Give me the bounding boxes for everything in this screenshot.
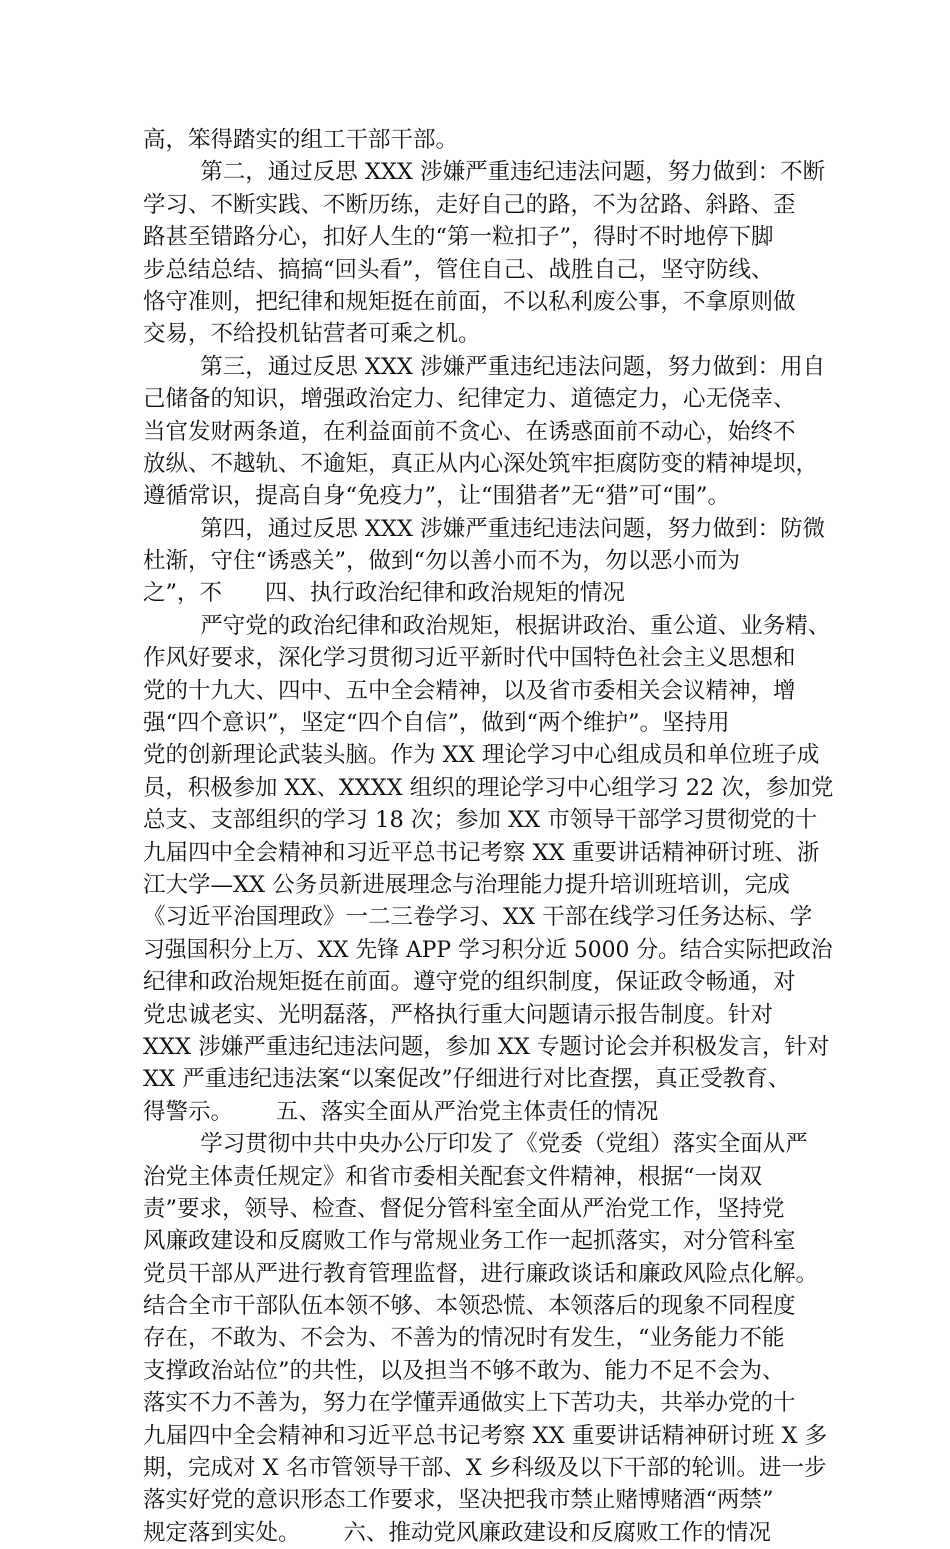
text-line: 第二，通过反思 XXX 涉嫌严重违纪违法问题，努力做到：不断 bbox=[143, 159, 826, 186]
text-line: XXX 涉嫌严重违纪违法问题，参加 XX 专题讨论会并积极发言，针对 bbox=[143, 1033, 830, 1060]
text-line: 步总结总结、搞搞“回头看”，管住自己、战胜自己，坚守防线、 bbox=[143, 256, 774, 283]
text-line: 九届四中全会精神和习近平总书记考察 XX 重要讲话精神研讨班、浙 bbox=[143, 839, 820, 866]
text-line: 得警示。 五、落实全面从严治党主体责任的情况 bbox=[143, 1098, 659, 1125]
text-line: 党忠诚老实、光明磊落，严格执行重大问题请示报告制度。针对 bbox=[143, 1001, 774, 1028]
text-line: 杜渐，守住“诱惑关”，做到“勿以善小而不为，勿以恶小而为 bbox=[143, 548, 741, 575]
text-line: 总支、支部组织的学习 18 次；参加 XX 市领导干部学习贯彻党的十 bbox=[143, 807, 818, 834]
text-line: 党的创新理论武装头脑。作为 XX 理论学习中心组成员和单位班子成 bbox=[143, 742, 820, 769]
document-body bbox=[143, 124, 834, 1549]
text-line: 规定落到实处。 六、推动党风廉政建设和反腐败工作的情况 bbox=[143, 1519, 771, 1546]
text-line: 习强国积分上万、XX 先锋 APP 学习积分近 5000 分。结合实际把政治 bbox=[143, 936, 833, 963]
text-line: 路甚至错路分心，扣好人生的“第一粒扣子”，得时不时地停下脚 bbox=[143, 224, 774, 251]
text-line: 责”要求，领导、检查、督促分管科室全面从严治党工作，坚持党 bbox=[143, 1195, 785, 1222]
text-line: 之”，不 四、执行政治纪律和政治规矩的情况 bbox=[143, 580, 625, 607]
text-line: 学习贯彻中共中央办公厅印发了《党委（党组）落实全面从严 bbox=[143, 1131, 808, 1158]
text-line: 落实不力不善为，努力在学懂弄通做实上下苦功夫，共举办党的十 bbox=[143, 1390, 796, 1417]
text-line: 纪律和政治规矩挺在前面。遵守党的组织制度，保证政令畅通，对 bbox=[143, 969, 796, 996]
text-line: 严守党的政治纪律和政治规矩，根据讲政治、重公道、业务精、 bbox=[143, 612, 831, 639]
text-line: 恪守准则，把纪律和规矩挺在前面，不以私利废公事，不拿原则做 bbox=[143, 288, 796, 315]
text-line: 高，笨得踏实的组工干部干部。 bbox=[143, 127, 459, 153]
text-line: 遵循常识，提高自身“免疫力”，让“围猎者”无“猎”可“围”。 bbox=[143, 483, 731, 510]
text-line: 风廉政建设和反腐败工作与常规业务工作一起抓落实，对分管科室 bbox=[143, 1228, 796, 1255]
text-line: 期，完成对 X 名市管领导干部、X 乡科级及以下干部的轮训。进一步 bbox=[143, 1455, 827, 1482]
text-line: 九届四中全会精神和习近平总书记考察 XX 重要讲话精神研讨班 X 多 bbox=[143, 1422, 828, 1449]
text-line: 学习、不断实践、不断历练，走好自己的路，不为岔路、斜路、歪 bbox=[143, 191, 796, 218]
text-line: 支撑政治站位”的共性，以及担当不够不敢为、能力不足不会为、 bbox=[143, 1357, 785, 1384]
text-line: 党的十九大、四中、五中全会精神，以及省市委相关会议精神，增 bbox=[143, 677, 796, 704]
text-line: 员，积极参加 XX、XXXX 组织的理论学习中心组学习 22 次，参加党 bbox=[143, 774, 834, 801]
text-line: 党员干部从严进行教育管理监督，进行廉政谈话和廉政风险点化解。 bbox=[143, 1260, 819, 1287]
text-line: 存在，不敢为、不会为、不善为的情况时有发生，“业务能力不能 bbox=[143, 1325, 785, 1352]
text-line: 强“四个意识”，坚定“四个自信”，做到“两个维护”。坚持用 bbox=[143, 710, 730, 737]
text-line: 作风好要求，深化学习贯彻习近平新时代中国特色社会主义思想和 bbox=[143, 645, 796, 672]
text-line: 结合全市干部队伍本领不够、本领恐慌、本领落后的现象不同程度 bbox=[143, 1293, 796, 1320]
text-line: 当官发财两条道，在利益面前不贪心、在诱惑面前不动心，始终不 bbox=[143, 418, 796, 445]
text-line: 交易，不给投机钻营者可乘之机。 bbox=[143, 321, 481, 348]
text-line: 《习近平治国理政》一二三卷学习、XX 干部在线学习任务达标、学 bbox=[143, 904, 813, 931]
text-line: 第四，通过反思 XXX 涉嫌严重违纪违法问题，努力做到：防微 bbox=[143, 515, 826, 542]
text-line: 第三，通过反思 XXX 涉嫌严重违纪违法问题，努力做到：用自 bbox=[143, 353, 826, 380]
text-line: 江大学—XX 公务员新进展理念与治理能力提升培训班培训，完成 bbox=[143, 871, 790, 898]
text-line: 己储备的知识，增强政治定力、纪律定力、道德定力，心无侥幸、 bbox=[143, 386, 796, 413]
text-line: 放纵、不越轨、不逾矩，真正从内心深处筑牢拒腐防变的精神堤坝， bbox=[143, 450, 819, 477]
text-line: 治党主体责任规定》和省市委相关配套文件精神，根据“一岗双 bbox=[143, 1163, 763, 1190]
text-line: XX 严重违纪违法案“以案促改”仔细进行对比查摆，真正受教育、 bbox=[143, 1066, 791, 1093]
text-line: 落实好党的意识形态工作要求，坚决把我市禁止赌博赌酒“两禁” bbox=[143, 1487, 774, 1514]
